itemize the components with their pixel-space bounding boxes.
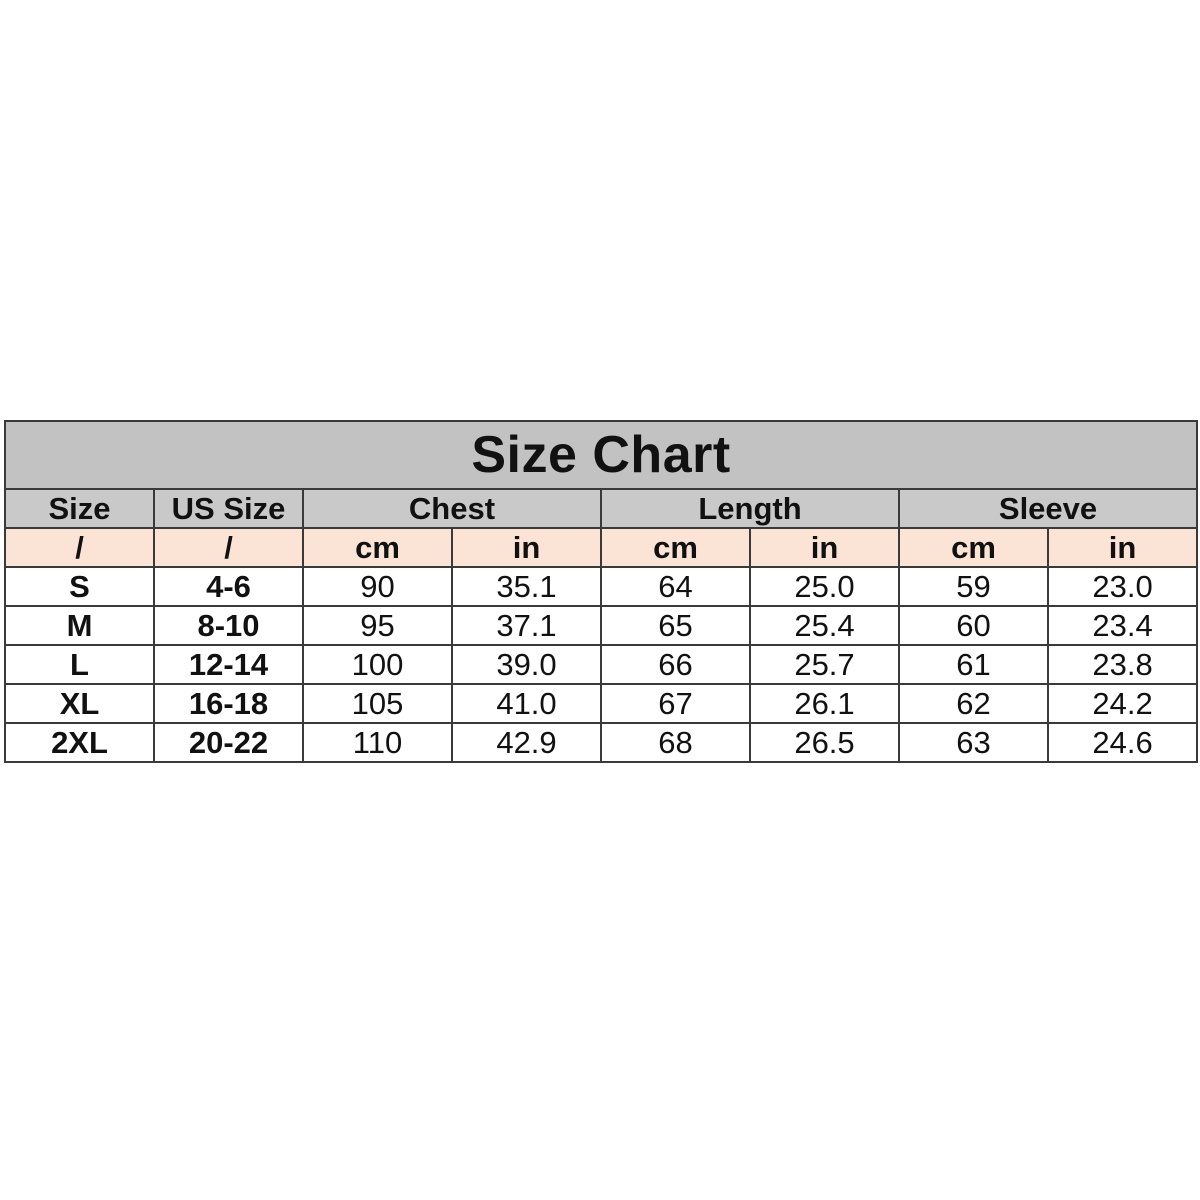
- cell-sleeve-in: 23.0: [1048, 567, 1197, 606]
- unit-cell-us-size: /: [154, 528, 303, 567]
- unit-cell-sleeve-cm: cm: [899, 528, 1048, 567]
- cell-size: L: [5, 645, 154, 684]
- unit-cell-size: /: [5, 528, 154, 567]
- cell-chest-cm: 105: [303, 684, 452, 723]
- table-row: [5, 606, 1197, 645]
- header-length: Length: [601, 489, 899, 528]
- table-row: [5, 645, 1197, 684]
- cell-chest-cm: 100: [303, 645, 452, 684]
- cell-us-size: 4-6: [154, 567, 303, 606]
- cell-length-in: 26.1: [750, 684, 899, 723]
- unit-cell-chest-in: in: [452, 528, 601, 567]
- cell-chest-in: 41.0: [452, 684, 601, 723]
- cell-sleeve-in: 24.6: [1048, 723, 1197, 762]
- cell-length-in: 26.5: [750, 723, 899, 762]
- cell-size: 2XL: [5, 723, 154, 762]
- cell-chest-cm: 110: [303, 723, 452, 762]
- cell-sleeve-cm: 61: [899, 645, 1048, 684]
- cell-length-cm: 64: [601, 567, 750, 606]
- cell-sleeve-in: 23.8: [1048, 645, 1197, 684]
- cell-us-size: 8-10: [154, 606, 303, 645]
- cell-us-size: 16-18: [154, 684, 303, 723]
- cell-chest-cm: 95: [303, 606, 452, 645]
- cell-sleeve-cm: 63: [899, 723, 1048, 762]
- cell-length-in: 25.7: [750, 645, 899, 684]
- cell-length-cm: 68: [601, 723, 750, 762]
- cell-length-in: 25.4: [750, 606, 899, 645]
- cell-length-cm: 66: [601, 645, 750, 684]
- header-row: [5, 489, 1197, 528]
- cell-sleeve-in: 24.2: [1048, 684, 1197, 723]
- table-row: [5, 723, 1197, 762]
- cell-us-size: 12-14: [154, 645, 303, 684]
- cell-length-cm: 65: [601, 606, 750, 645]
- cell-length-cm: 67: [601, 684, 750, 723]
- header-sleeve: Sleeve: [899, 489, 1197, 528]
- cell-size: S: [5, 567, 154, 606]
- cell-size: M: [5, 606, 154, 645]
- unit-row: [5, 528, 1197, 567]
- cell-chest-in: 42.9: [452, 723, 601, 762]
- chart-title: Size Chart: [5, 421, 1197, 489]
- header-size: Size: [5, 489, 154, 528]
- cell-length-in: 25.0: [750, 567, 899, 606]
- cell-size: XL: [5, 684, 154, 723]
- cell-chest-in: 37.1: [452, 606, 601, 645]
- size-chart-table: [4, 420, 1198, 763]
- cell-sleeve-cm: 62: [899, 684, 1048, 723]
- header-us-size: US Size: [154, 489, 303, 528]
- cell-chest-in: 35.1: [452, 567, 601, 606]
- cell-chest-cm: 90: [303, 567, 452, 606]
- unit-cell-chest-cm: cm: [303, 528, 452, 567]
- unit-cell-length-cm: cm: [601, 528, 750, 567]
- table-row: [5, 684, 1197, 723]
- cell-chest-in: 39.0: [452, 645, 601, 684]
- unit-cell-sleeve-in: in: [1048, 528, 1197, 567]
- size-chart: [4, 420, 1196, 763]
- cell-sleeve-cm: 59: [899, 567, 1048, 606]
- cell-sleeve-cm: 60: [899, 606, 1048, 645]
- unit-cell-length-in: in: [750, 528, 899, 567]
- cell-us-size: 20-22: [154, 723, 303, 762]
- table-row: [5, 567, 1197, 606]
- header-chest: Chest: [303, 489, 601, 528]
- cell-sleeve-in: 23.4: [1048, 606, 1197, 645]
